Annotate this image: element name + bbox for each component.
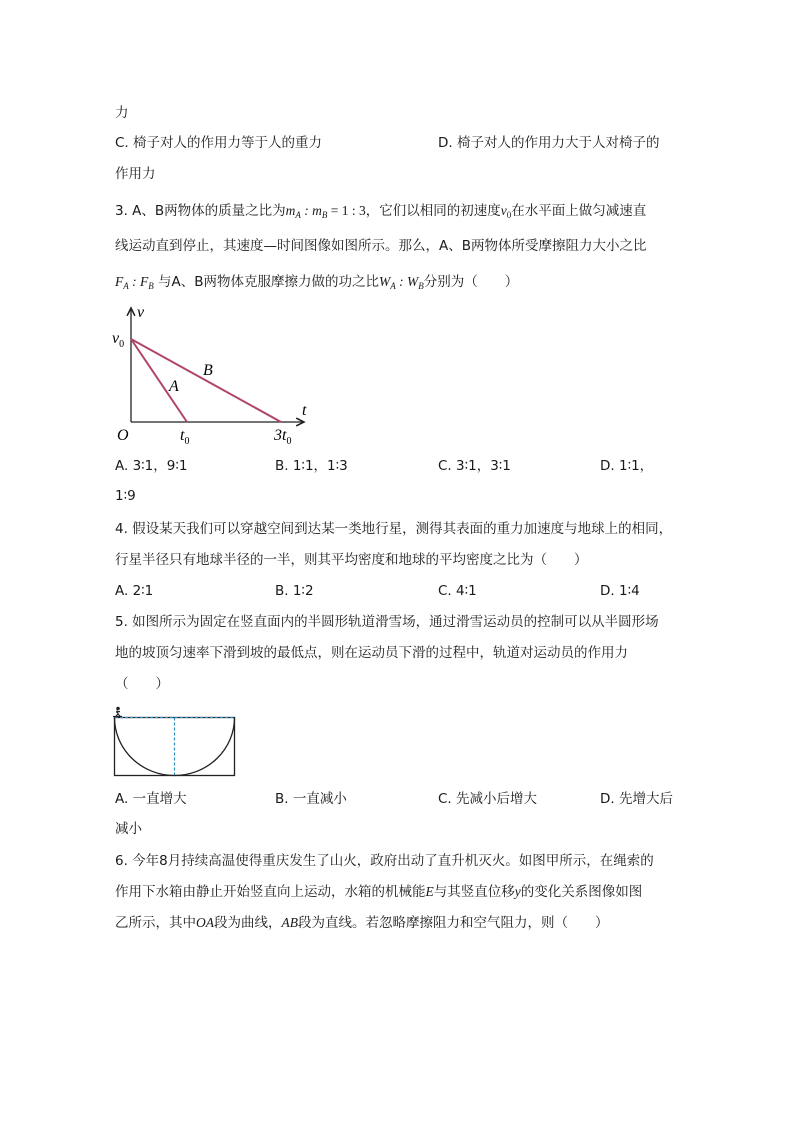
skier-icon bbox=[113, 707, 122, 717]
prev-option-d: D. 椅子对人的作用力大于人对椅子的 bbox=[438, 135, 660, 151]
prev-question-tail: 力 bbox=[115, 105, 129, 121]
q3-graph-origin-label: O bbox=[117, 427, 129, 444]
q5-option-c: C. 先减小后增大 bbox=[438, 791, 538, 807]
q3-mass-ratio-formula: $m_A$ : $m_B = 1$ : 3 bbox=[285, 203, 366, 220]
q6-symbol-e: E bbox=[425, 884, 434, 899]
q5-semicircle-track bbox=[115, 718, 235, 776]
q3-work-ratio-formula: $W_A$ : $W_B$ bbox=[379, 274, 424, 291]
q3-text-part-1: A、B两物体的质量之比为 bbox=[132, 203, 286, 219]
q5-option-b: B. 一直减小 bbox=[275, 791, 347, 807]
q6-symbol-y: y bbox=[514, 884, 521, 899]
q3-option-b: B. 1∶1，1∶3 bbox=[275, 458, 348, 474]
q4-option-d: D. 1∶4 bbox=[600, 583, 640, 599]
q6-line-1: 6. 今年8月持续高温使得重庆发生了山火，政府出动了直升机灭火。如图甲所示，在绳索的 bbox=[115, 853, 654, 869]
prev-option-d-continued: 作用力 bbox=[115, 166, 156, 182]
q3-line-3 bbox=[115, 272, 518, 296]
svg-text:3t0 bbox=[273, 427, 291, 447]
q5-line-3: （ ） bbox=[115, 676, 169, 692]
q5-option-d-continued: 减小 bbox=[115, 821, 142, 837]
q3-vt-graph bbox=[108, 302, 318, 447]
q3-text-part-4: 与A、B两物体克服摩擦力做的功之比 bbox=[158, 274, 380, 290]
q3-graph-v0-label: v bbox=[112, 330, 120, 347]
q4-option-b: B. 1∶2 bbox=[275, 583, 314, 599]
q6-text-2e: 的变化关系图像如图 bbox=[520, 884, 643, 900]
q4-option-a: A. 2∶1 bbox=[115, 583, 154, 599]
q6-line-3 bbox=[115, 913, 609, 933]
q6-line-2 bbox=[115, 882, 642, 902]
q3-graph-t0-label: t bbox=[180, 427, 185, 444]
q3-v0-symbol: $v_0$ bbox=[500, 203, 512, 220]
q3-graph-t-label: t bbox=[302, 402, 307, 419]
q5-track-frame bbox=[115, 718, 235, 776]
q3-option-a: A. 3∶1，9∶1 bbox=[115, 458, 188, 474]
q6-text-3c: 段为曲线， bbox=[214, 915, 282, 931]
q3-text-part-2: ，它们以相同的初速度 bbox=[365, 203, 501, 219]
q5-option-a: A. 一直增大 bbox=[115, 791, 187, 807]
q3-option-d: D. 1∶1， bbox=[600, 458, 654, 474]
q3-graph-line-b bbox=[131, 339, 281, 422]
q3-force-ratio-formula: $F_A$ : $F_B$ bbox=[115, 274, 154, 291]
q4-option-c: C. 4∶1 bbox=[438, 583, 477, 599]
q3-graph-v0-sub: 0 bbox=[119, 339, 125, 350]
q3-option-c: C. 3∶1，3∶1 bbox=[438, 458, 511, 474]
q5-option-d: D. 先增大后 bbox=[600, 791, 673, 807]
q3-graph-3t0-sub: 0 bbox=[286, 436, 292, 447]
svg-text:t0 bbox=[180, 427, 189, 447]
q6-text-3a: 乙所示，其中 bbox=[115, 915, 196, 931]
q3-line-2: 线运动直到停止，其速度—时间图像如图所示。那么，A、B两物体所受摩擦阻力大小之比 bbox=[115, 238, 647, 254]
q3-text-part-5: 分别为（ ） bbox=[423, 274, 519, 290]
q4-line-1: 4. 假设某天我们可以穿越空间到达某一类地行星，测得其表面的重力加速度与地球上的相同， bbox=[115, 521, 673, 537]
q6-text-3e: 段为直线。若忽略摩擦阻力和空气阻力，则（ ） bbox=[298, 915, 609, 931]
q3-number: 3. bbox=[115, 203, 133, 219]
q6-segment-ab: AB bbox=[281, 915, 298, 930]
q3-text-part-3: 在水平面上做匀减速直 bbox=[511, 203, 647, 219]
q6-text-2a: 作用下水箱由静止开始竖直向上运动，水箱的机械能 bbox=[115, 884, 426, 900]
q3-line-1 bbox=[115, 201, 646, 225]
q6-text-2c: 与其竖直位移 bbox=[433, 884, 515, 900]
q3-graph-label-b: B bbox=[203, 362, 213, 379]
q5-line-1: 5. 如图所示为固定在竖直面内的半圆形轨道滑雪场，通过滑雪运动员的控制可以从半圆形场 bbox=[115, 614, 659, 630]
q3-option-d-continued: 1∶9 bbox=[115, 488, 136, 504]
q4-line-2: 行星半径只有地球半径的一半，则其平均密度和地球的平均密度之比为（ ） bbox=[115, 552, 588, 568]
q3-graph-3t0-label: 3t bbox=[274, 427, 287, 444]
q3-graph-t0-sub: 0 bbox=[184, 436, 190, 447]
svg-text:v0 bbox=[112, 330, 124, 350]
q5-halfpipe-diagram bbox=[110, 704, 240, 779]
q6-segment-oa: OA bbox=[196, 915, 214, 930]
q3-graph-label-a: A bbox=[169, 378, 179, 395]
q5-line-2: 地的坡顶匀速率下滑到坡的最低点，则在运动员下滑的过程中，轨道对运动员的作用力 bbox=[115, 645, 628, 661]
prev-option-c: C. 椅子对人的作用力等于人的重力 bbox=[115, 135, 323, 151]
q3-graph-v-label: v bbox=[137, 304, 145, 321]
